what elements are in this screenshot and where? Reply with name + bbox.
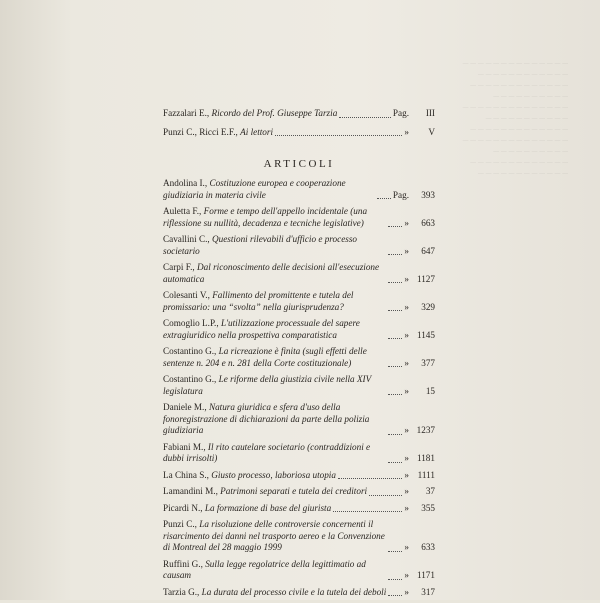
page-number: 1145 — [416, 329, 435, 340]
page-number: 663 — [421, 217, 435, 228]
entry-author: Costantino G., — [163, 374, 217, 384]
page-marker: » — [404, 542, 409, 552]
dot-leader — [388, 462, 402, 463]
page-number: 1237 — [416, 425, 435, 435]
dot-leader — [388, 579, 402, 580]
page-reference — [404, 453, 435, 465]
page-reference — [404, 358, 435, 370]
entry-title: La risoluzione delle controversie concernenti il risarcimento dei danni nel trasporto aereo e la Convenzione di Montreal del 28 maggio 1999 — [163, 519, 385, 552]
entry-text — [163, 519, 386, 554]
entry-text — [163, 318, 386, 341]
section-heading: ARTICOLI — [263, 158, 335, 170]
page-marker: » — [404, 385, 409, 396]
dot-leader — [369, 495, 402, 496]
dot-leader — [388, 394, 402, 395]
page-marker: » — [404, 570, 409, 580]
page-reference — [404, 542, 435, 554]
page-marker: » — [404, 357, 409, 368]
entry-author: Punzi C., Ricci E.F., — [163, 126, 238, 137]
page-number: 15 — [425, 385, 435, 396]
page-number: 1111 — [417, 469, 435, 480]
page-number: 647 — [421, 245, 435, 256]
page-reference — [404, 330, 435, 342]
entry-author: Carpi F., — [163, 262, 195, 272]
entry-title: L'utilizzazione processuale del sapere extragiuridico nella prospettiva comparatistica — [163, 318, 360, 340]
page-reference — [404, 246, 435, 258]
page-reference — [404, 218, 435, 230]
articles-list — [163, 178, 435, 598]
entry-title: La durata del processo civile e la tutela dei deboli — [201, 586, 387, 597]
page-reference — [404, 570, 435, 582]
page-number: 393 — [421, 189, 435, 200]
entry-title: Sulla legge regolatrice della legittimatio ad causam — [163, 558, 366, 580]
page-marker: » — [404, 453, 409, 463]
entry-text — [163, 346, 386, 369]
entry-text — [163, 290, 386, 313]
entry-text — [163, 442, 386, 465]
entry-text — [163, 108, 337, 120]
page-reference — [404, 486, 435, 498]
entry-text — [163, 374, 386, 397]
dot-leader — [377, 198, 391, 199]
toc-entry — [163, 486, 435, 498]
entry-title: Questioni rilevabili d'ufficio e processo societario — [163, 234, 358, 256]
page-number: 37 — [425, 486, 435, 496]
page-marker: » — [404, 425, 409, 435]
entry-text — [163, 206, 386, 229]
page-number: III — [425, 108, 435, 118]
dot-leader — [388, 254, 402, 255]
dot-leader — [388, 226, 402, 227]
dot-leader — [388, 434, 402, 435]
toc-entry — [163, 127, 435, 139]
toc-entry — [163, 559, 435, 582]
toc-entry — [163, 262, 435, 285]
page-number: 377 — [421, 357, 435, 368]
toc-entry — [163, 234, 435, 257]
entry-title: Dal riconoscimento delle decisioni all'esecuzione automatica — [163, 262, 380, 284]
page-marker: » — [404, 502, 409, 513]
bleed-through-text: ─ ─ ─ ─ ─ ─ ─ ─ ─ ─ ─ ─ ─ ─ ─ ─ ─ ─ ─ ─ ─ ─ ─ ─ ─ ─ ─ ─ ─ ─ ─ ─ ─ ─ ─ ─ ─ ─ ─ ─ ─ ─ ─ ─ ─ ─ ─ ─ ─ ─ ─ ─ ─ ─ ─ ─ ─ ─ ─ ─ ─ ─ ─ ─ ─ ─ ─ ─ ─ ─ ─ ─ ─ ─ ─ ─ ─ ─ ─ ─ ─ ─ ─ ─ ─ ─ ─ ─ ─ ─ ─ ─ ─ ─ ─ ─ ─ ─ ─ ─ ─ ─ ─ ─ ─ ─ ─ ─ ─ ─ ─ ─ ─ ─ ─ ─ ─ ─ ─ ─ ─ ─ ─ ─ ─ ─ ─ ─ ─ ─ ─ ─ ─ ─ ─ ─ — [462, 59, 568, 178]
entry-author: Colesanti V., — [163, 290, 210, 300]
entry-text — [163, 262, 386, 285]
entry-title: Patrimoni separati e tutela dei creditori — [220, 486, 368, 496]
toc-entry — [163, 318, 435, 341]
toc-entry — [163, 206, 435, 229]
page-number: 1171 — [416, 570, 435, 580]
page-reference — [404, 470, 435, 482]
entry-title: Ricordo del Prof. Giuseppe Tarzia — [211, 108, 338, 118]
page-reference — [404, 587, 435, 599]
page-reference — [404, 127, 435, 139]
page-number: V — [428, 126, 435, 137]
toc-entry — [163, 374, 435, 397]
page-reference — [404, 425, 435, 437]
toc-entry — [163, 470, 435, 482]
entry-text — [163, 486, 367, 498]
entry-text — [163, 127, 273, 139]
dot-leader — [388, 551, 402, 552]
page-reference — [393, 190, 435, 202]
toc-entry — [163, 519, 435, 554]
page-reference — [393, 108, 435, 120]
entry-title: La ricreazione è finita (sugli effetti delle sentenze n. 204 e n. 281 della Corte costituzionale) — [163, 346, 367, 368]
dot-leader — [338, 478, 402, 479]
dot-leader — [388, 310, 402, 311]
page-marker: » — [404, 329, 409, 340]
toc-entry — [163, 503, 435, 515]
entry-text — [163, 178, 375, 201]
entry-text — [163, 559, 386, 582]
toc-entry — [163, 108, 435, 120]
entry-author: Ruffini G., — [163, 558, 203, 569]
page-marker: » — [404, 486, 409, 496]
page-reference — [404, 302, 435, 314]
toc-entry — [163, 290, 435, 313]
entry-title: Costituzione europea e cooperazione giudiziaria in materia civile — [163, 178, 346, 200]
page-number: 317 — [421, 586, 435, 597]
table-of-contents — [163, 108, 435, 603]
entry-text — [163, 503, 331, 515]
dot-leader — [388, 282, 402, 283]
entry-author: Andolina I., — [163, 178, 208, 188]
page-number: 633 — [421, 542, 435, 552]
entry-text — [163, 470, 336, 482]
page-marker: Pag. — [392, 108, 409, 118]
toc-entry — [163, 587, 435, 599]
entry-text — [163, 587, 386, 599]
entry-author: Fazzalari E., — [163, 108, 210, 118]
entry-title: Giusto processo, laboriosa utopia — [211, 469, 336, 480]
page-reference — [404, 386, 435, 398]
entry-author: Tarzia G., — [163, 586, 200, 597]
dot-leader — [275, 135, 402, 136]
page-marker: » — [404, 469, 409, 480]
entry-author: Lamandini M., — [163, 486, 218, 496]
page-number: 355 — [421, 502, 435, 513]
entry-author: Auletta F., — [163, 206, 202, 216]
entry-title: Natura giuridica e sfera d'uso della fonoregistrazione di dichiarazioni da parte della polizia giudiziaria — [163, 402, 370, 435]
entry-author: Daniele M., — [163, 402, 207, 412]
page-marker: » — [404, 126, 409, 137]
page-marker: » — [404, 273, 409, 284]
dot-leader — [339, 117, 391, 118]
page-reference — [404, 274, 435, 286]
toc-entry — [163, 178, 435, 201]
entry-author: La China S., — [163, 469, 209, 480]
entry-author: Punzi C., — [163, 519, 197, 529]
entry-text — [163, 402, 386, 437]
dot-leader — [333, 511, 402, 512]
page-number: 329 — [421, 301, 435, 312]
entry-text — [163, 234, 386, 257]
entry-title: Forme e tempo dell'appello incidentale (una riflessione su nullità, decadenza e tecniche legislative) — [163, 206, 368, 228]
dot-leader — [388, 338, 402, 339]
entry-author: Comoglio L.P., — [163, 318, 219, 328]
page-marker: » — [404, 245, 409, 256]
intro-list — [163, 108, 435, 138]
entry-title: La formazione di base del giurista — [204, 502, 332, 513]
entry-title: Il rito cautelare societario (contraddizioni e dubbi irrisolti) — [163, 441, 371, 463]
entry-title: Ai lettori — [240, 126, 274, 137]
entry-author: Cavallini C., — [163, 234, 210, 244]
entry-title: Fallimento del promittente e tutela del promissario: una “svolta” nella giurisprudenza? — [163, 290, 354, 312]
page-marker: » — [404, 586, 409, 597]
dot-leader — [388, 595, 402, 596]
page-marker: » — [404, 301, 409, 312]
entry-author: Fabiani M., — [163, 441, 206, 452]
toc-entry — [163, 346, 435, 369]
page-reference — [404, 503, 435, 515]
page-number: 1127 — [416, 273, 435, 284]
entry-title: Le riforme della giustizia civile nella XIV legislatura — [163, 374, 372, 396]
entry-author: Picardi N., — [163, 502, 203, 513]
page-marker: Pag. — [392, 189, 409, 200]
toc-entry — [163, 402, 435, 437]
entry-author: Costantino G., — [163, 346, 217, 356]
dot-leader — [388, 366, 402, 367]
page-marker: » — [404, 217, 409, 228]
toc-entry — [163, 442, 435, 465]
page-number: 1181 — [416, 453, 435, 463]
